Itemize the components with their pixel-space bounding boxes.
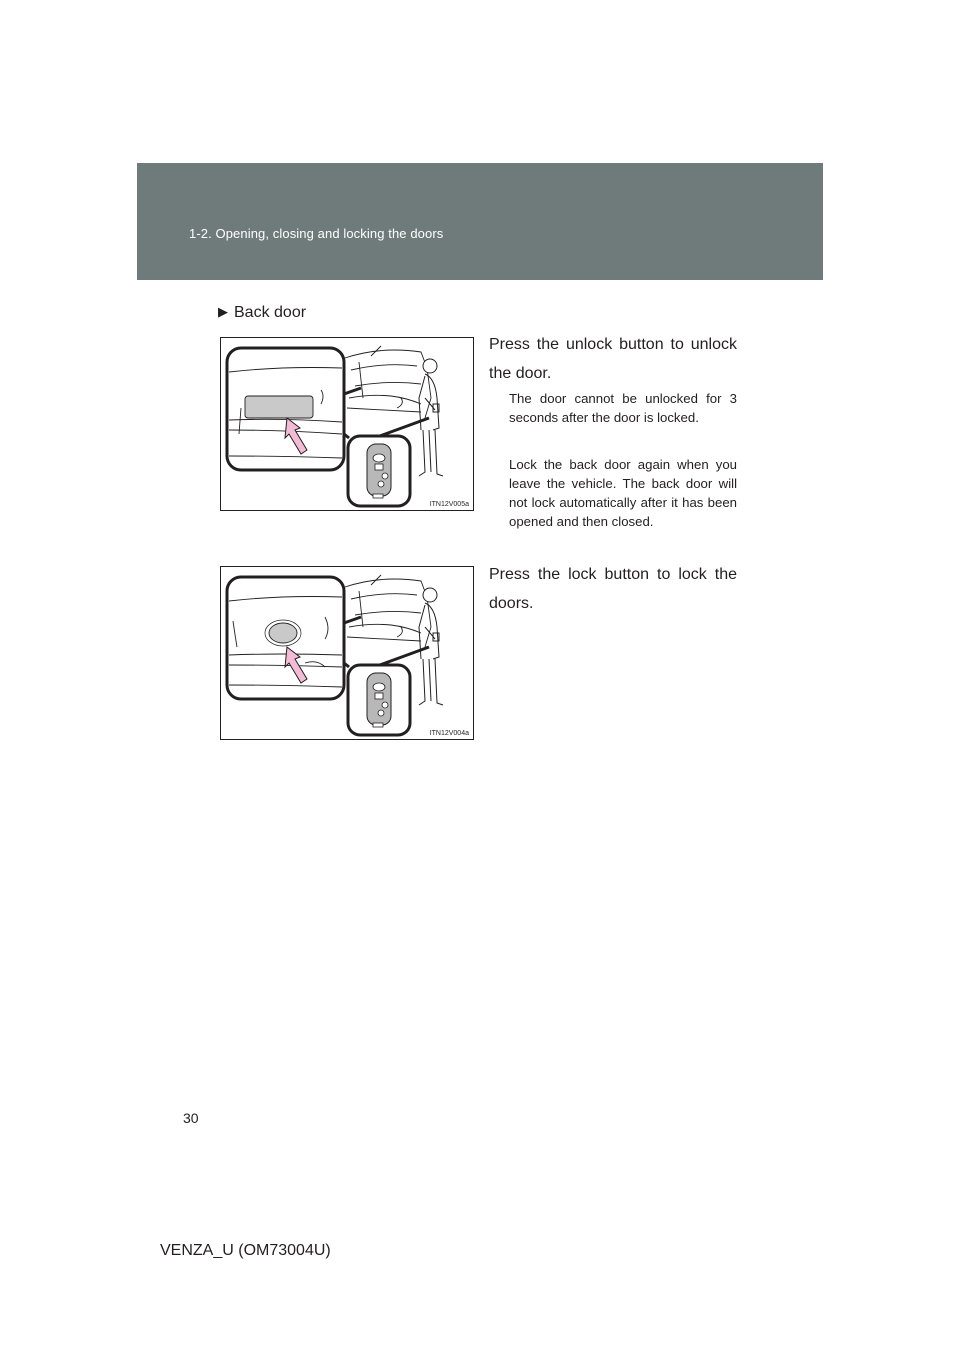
illustration-unlock (221, 338, 475, 512)
section-header-band (137, 163, 823, 280)
page-number: 30 (183, 1110, 199, 1126)
illustration-lock (221, 567, 475, 741)
figure-code: ITN12V004a (429, 730, 469, 737)
note-unlock-delay: The door cannot be unlocked for 3 seconds after the door is locked. (509, 391, 737, 425)
figure-code: ITN12V005a (429, 501, 469, 508)
figure-unlock-back-door (220, 337, 474, 511)
figure-lock-doors (220, 566, 474, 740)
right-triangle-bullet-icon: ▶ (218, 304, 228, 319)
subheading-back-door (218, 304, 306, 322)
note-relock-back-door: Lock the back door again when you leave the vehicle. The back door will not lock automatically after it has been opened and then closed. (509, 457, 737, 529)
document-id: VENZA_U (OM73004U) (160, 1242, 331, 1259)
subheading-label: Back door (234, 304, 307, 321)
unlock-instruction: Press the unlock button to unlock the door. (489, 336, 737, 382)
lock-instruction: Press the lock button to lock the doors. (489, 566, 737, 612)
section-title: 1-2. Opening, closing and locking the doors (189, 226, 444, 241)
